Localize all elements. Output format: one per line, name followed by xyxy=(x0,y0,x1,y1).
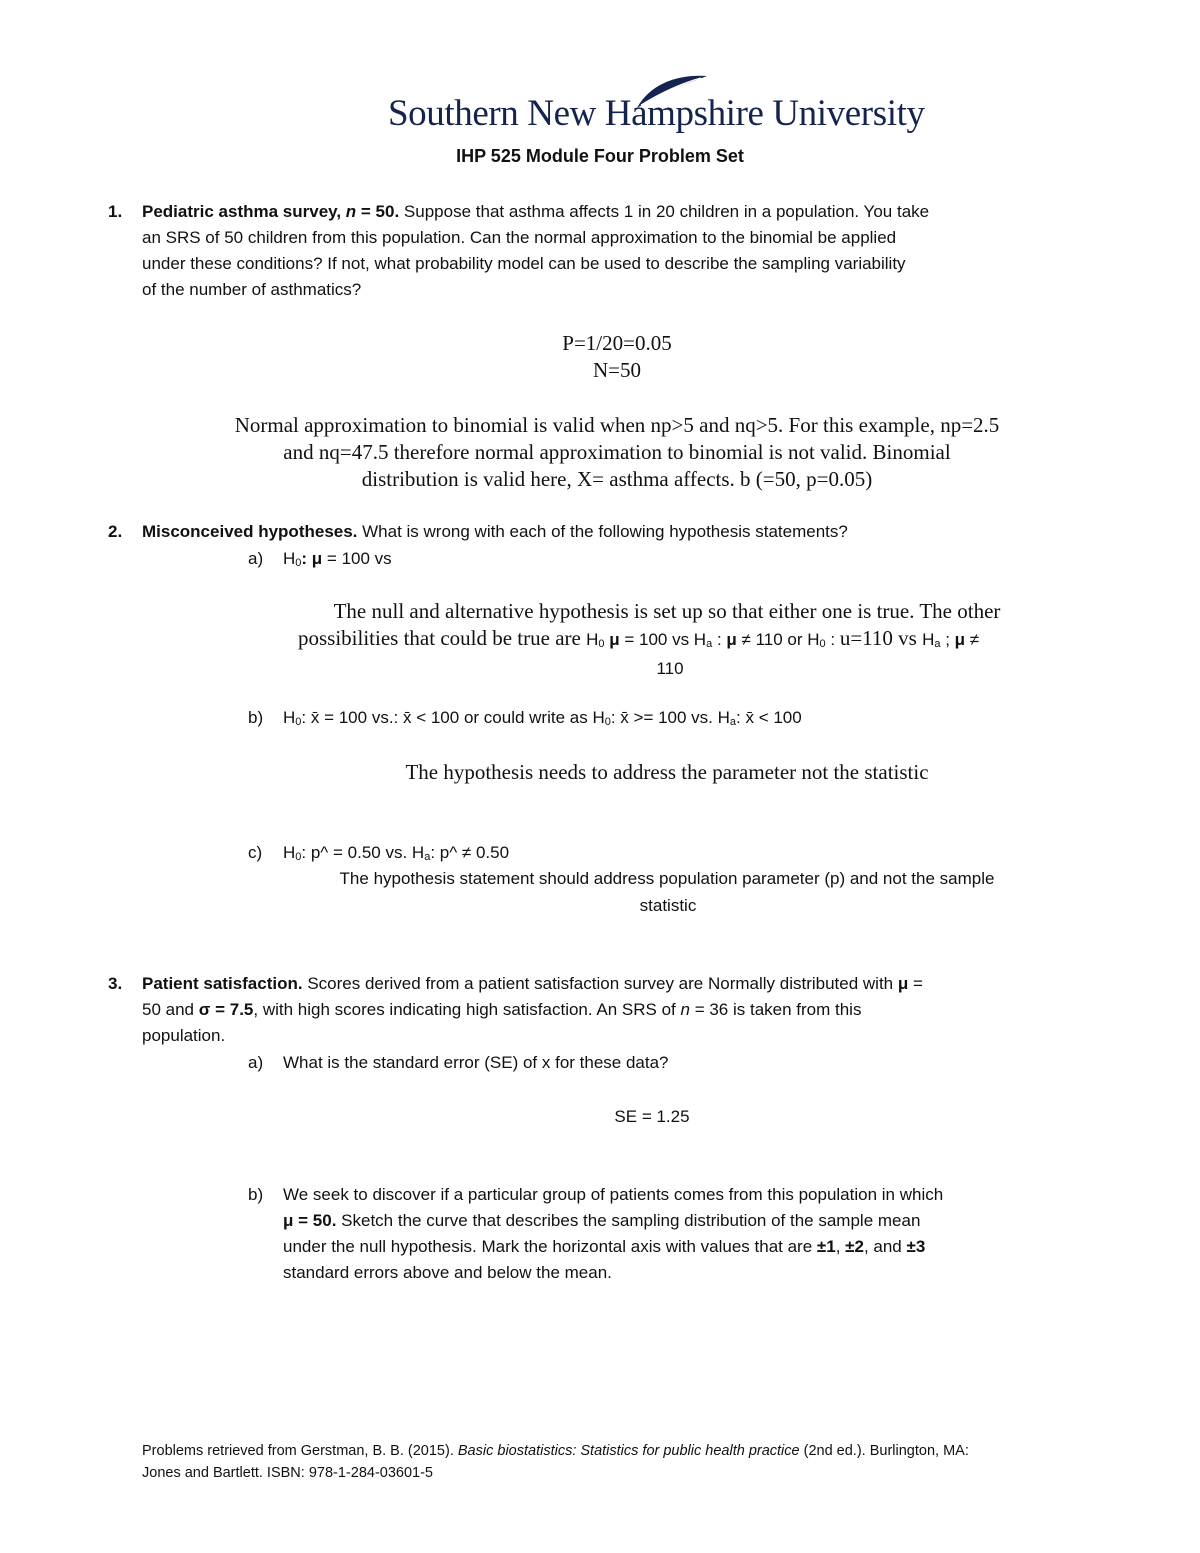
q2a-statement: $H_0$: μ = 100 vs xyxy=(283,549,392,569)
q1-answer-p: P=1/20=0.05 xyxy=(562,331,672,355)
q1-line3: under these conditions? If not, what probability model can be used to describe the sampling variability xyxy=(142,254,906,273)
q1-line2: an SRS of 50 children from this population. Can the normal approximation to the binomial be applied xyxy=(142,228,897,247)
q1-number: 1. xyxy=(108,202,123,221)
q2a-answer-line2: possibilities that could be true are $H_0$ μ = 100 vs $H_a$ : μ ≠ 110 or $H_0$ : u=110 vs $H_a$ ; μ ≠ xyxy=(298,626,980,650)
q1-line1: Pediatric asthma survey, n = 50. Suppose that asthma affects 1 in 20 children in a population. You take xyxy=(142,202,930,221)
q3b-line4: standard errors above and below the mean. xyxy=(283,1263,612,1282)
q3-line2: 50 and σ = 7.5, with high scores indicating high satisfaction. An SRS of n = 36 is taken from this xyxy=(142,1000,862,1019)
footer-citation-line1: Problems retrieved from Gerstman, B. B. (2015). Basic biostatistics: Statistics for public health practice (2nd ed.). Burlington, MA: xyxy=(142,1443,969,1459)
q2b-answer: The hypothesis needs to address the parameter not the statistic xyxy=(405,760,929,784)
q3-line3: population. xyxy=(142,1026,226,1045)
q3-number: 3. xyxy=(108,974,123,993)
q1-line4: of the number of asthmatics? xyxy=(142,280,362,299)
q2-number: 2. xyxy=(108,522,123,541)
q3a-label: a) xyxy=(248,1053,264,1072)
q3b-line1: We seek to discover if a particular group of patients comes from this population in which xyxy=(283,1185,944,1204)
q3a-question: What is the standard error (SE) of x for these data? xyxy=(283,1053,669,1072)
q2c-answer-line2: statistic xyxy=(639,896,697,915)
q1-answer-line3: distribution is valid here, X= asthma affects. b (=50, p=0.05) xyxy=(361,467,873,491)
q2c-statement: $H_0$: p^ = 0.50 vs. $H_a$: p^ ≠ 0.50 xyxy=(283,843,510,863)
q3-line1: Patient satisfaction. Scores derived from a patient satisfaction survey are Normally distributed with μ = xyxy=(142,974,923,993)
q2b-statement: $H_0$: x̄ = 100 vs.: x̄ < 100 or could write as $H_0$: x̄ >= 100 vs. $H_a$: x̄ < 100 xyxy=(283,708,802,728)
q2c-answer-line1: The hypothesis statement should address population parameter (p) and not the sample xyxy=(339,869,995,888)
q3b-line3: under the null hypothesis. Mark the horizontal axis with values that are ±1, ±2, and ±3 xyxy=(283,1237,926,1256)
q2a-label: a) xyxy=(248,549,264,568)
page-title: IHP 525 Module Four Problem Set xyxy=(456,146,744,166)
q3b-label: b) xyxy=(248,1185,264,1204)
q2a-answer-line3: 110 xyxy=(656,659,684,678)
q2b-label: b) xyxy=(248,708,264,727)
q2a-answer-line1: The null and alternative hypothesis is set up so that either one is true. The other xyxy=(333,599,1001,623)
q1-answer-n: N=50 xyxy=(592,358,641,382)
university-logo xyxy=(388,72,925,138)
q3a-answer: SE = 1.25 xyxy=(614,1107,690,1126)
q2c-label: c) xyxy=(248,843,263,862)
q2-prompt: Misconceived hypotheses. What is wrong with each of the following hypothesis statements? xyxy=(142,522,848,541)
footer-citation-line2: Jones and Bartlett. ISBN: 978-1-284-03601-5 xyxy=(142,1465,433,1481)
logo-text: Southern New Hampshire University xyxy=(388,93,925,134)
q1-answer-line1: Normal approximation to binomial is valid when np>5 and nq>5. For this example, np=2.5 xyxy=(234,413,1000,437)
q1-answer-line2: and nq=47.5 therefore normal approximation to binomial is not valid. Binomial xyxy=(283,440,951,464)
q3b-line2: μ = 50. Sketch the curve that describes the sampling distribution of the sample mean xyxy=(283,1211,921,1230)
